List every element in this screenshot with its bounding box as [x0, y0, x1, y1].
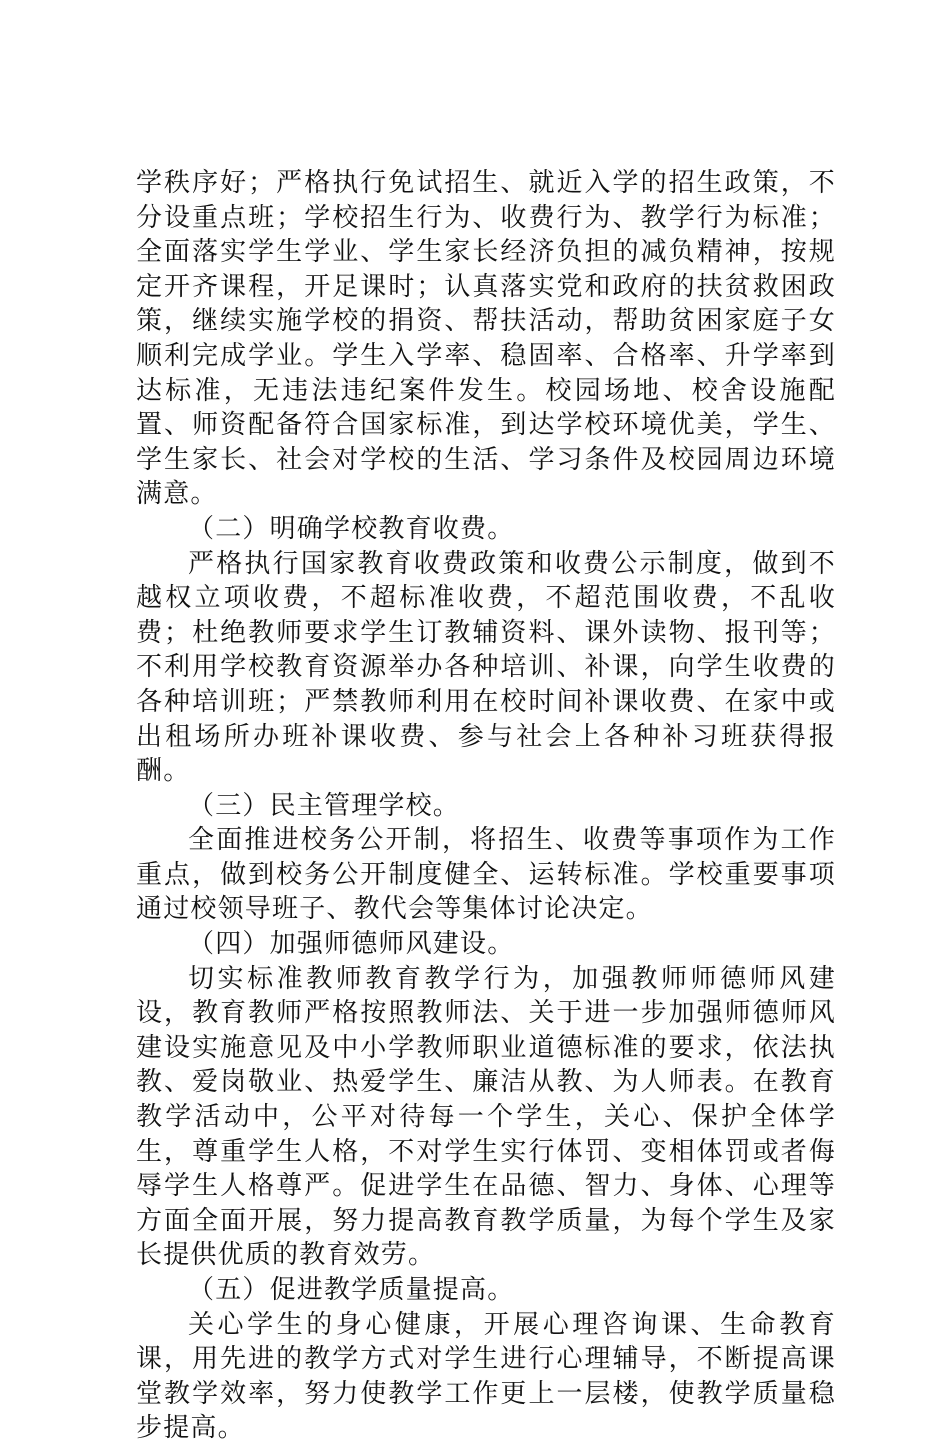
section-heading-fees: （二）明确学校教育收费。 — [188, 513, 515, 544]
section-heading-teaching-quality: （五）促进教学质量提高。 — [188, 1275, 515, 1305]
paragraph-teacher-ethics: 切实标准教师教育教学行为，加强教师师德师风建设，教育教师严格按照教师法、关于进一步加强师德师风建设实施意见及中小学教师职业道德标准的要求，依法执教、爱岗敬业、热爱学生、廉洁从教、为人师表。在教育教学活动中，公平对待每一个学生，关心、保护全体学生，尊重学生人格，不对学生实行体罚、变相体罚或者侮辱学生人格尊严。促进学生在品德、智力、身体、心理等方面全面开展，努力提高教育教学质量，为每个学生及家长提供优质的教育效劳。 — [136, 963, 836, 1271]
paragraph-democratic-management: 全面推进校务公开制，将招生、收费等事项作为工作重点，做到校务公开制度健全、运转标准。学校重要事项通过校领导班子、教代会等集体讨论决定。 — [136, 825, 836, 925]
paragraph-fees: 严格执行国家教育收费政策和收费公示制度，做到不越权立项收费，不超标准收费，不超范围收费，不乱收费；杜绝教师要求学生订教辅资料、课外读物、报刊等；不利用学校教育资源举办各种培训、补课，向学生收费的各种培训班；严禁教师利用在校时间补课收费、在家中或出租场所办班补课收费、参与社会上各种补习班获得报酬。 — [136, 548, 836, 787]
paragraph-school-order: 学秩序好；严格执行免试招生、就近入学的招生政策，不分设重点班；学校招生行为、收费行为、教学行为标准；全面落实学生学业、学生家长经济负担的减负精神，按规定开齐课程，开足课时；认真落实党和政府的扶贫救困政策，继续实施学校的捐资、帮扶活动，帮助贫困家庭子女顺利完成学业。学生入学率、稳固率、合格率、升学率到达标准，无违法违纪案件发生。校园场地、校舍设施配置、师资配备符合国家标准，到达学校环境优美，学生、学生家长、社会对学校的生活、学习条件及校园周边环境满意。 — [136, 168, 836, 510]
section-heading-teacher-ethics: （四）加强师德师风建设。 — [188, 929, 515, 960]
section-heading-democratic-management: （三）民主管理学校。 — [188, 790, 461, 821]
document-body — [136, 166, 836, 1446]
paragraph-teaching-quality: 关心学生的身心健康，开展心理咨询课、生命教育课，用先进的教学方式对学生进行心理辅导，不断提高课堂教学效率，努力使教学工作更上一层楼，使教学质量稳步提高。 — [136, 1309, 836, 1444]
